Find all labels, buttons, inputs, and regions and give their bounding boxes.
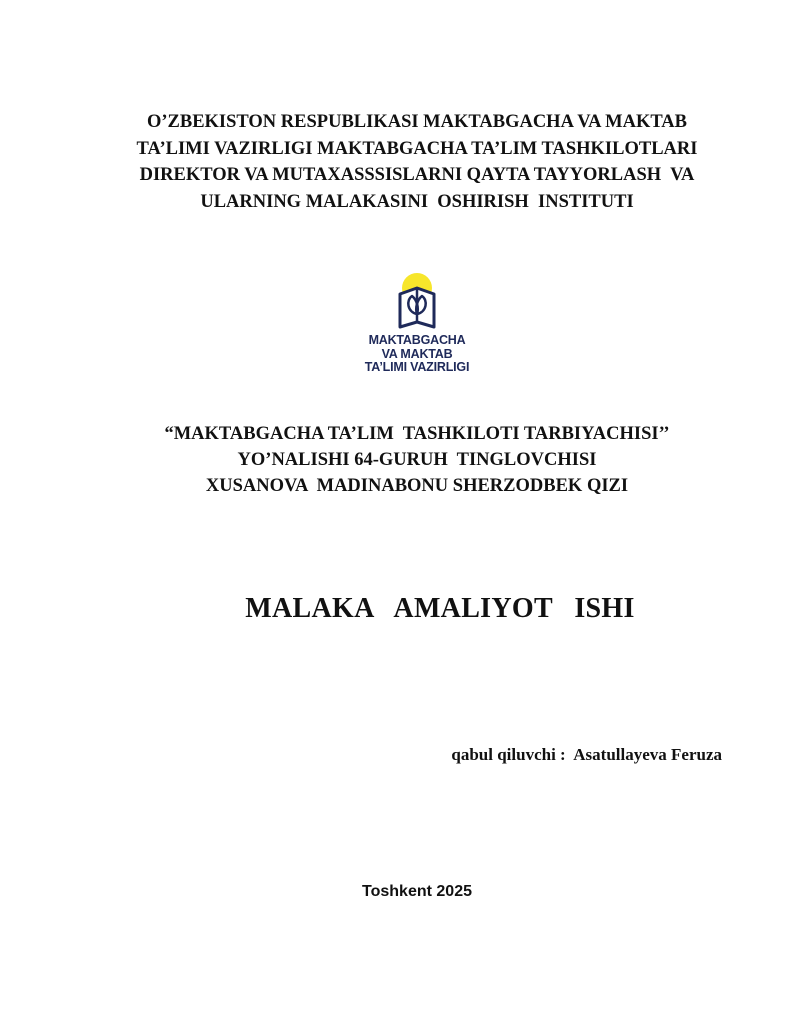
subject-block	[100, 421, 734, 499]
receiver-line: qabul qiluvchi : Asatullayeva Feruza	[451, 745, 722, 764]
institution-line: TA’LIMI VAZIRLIGI MAKTABGACHA TA’LIM TASHKILOTLARI	[136, 138, 698, 159]
ministry-logo	[352, 270, 482, 382]
subject-line: “MAKTABGACHA TA’LIM TASHKILOTI TARBIYACHISI’’	[164, 424, 670, 444]
institution-line: ULARNING MALAKASINI OSHIRISH INSTITUTI	[200, 191, 634, 212]
institution-line: DIREKTOR VA MUTAXASSSISLARNI QAYTA TAYYORLASH VA	[139, 165, 695, 185]
logo-line: TA’LIMI VAZIRLIGI	[364, 360, 470, 374]
subject-line: YO’NALISHI 64-GURUH TINGLOVCHISI	[237, 450, 597, 470]
logo-line: VA MAKTAB	[381, 346, 453, 361]
city-year: Toshkent 2025	[362, 883, 472, 900]
institution-header	[100, 109, 734, 215]
subject-line: XUSANOVA MADINABONU SHERZODBEK QIZI	[205, 476, 629, 496]
institution-line: O’ZBEKISTON RESPUBLIKASI MAKTABGACHA VA MAKTAB	[146, 112, 688, 132]
book-leaf-sun-icon	[395, 272, 439, 330]
logo-line: MAKTABGACHA	[368, 333, 466, 347]
logo-text	[352, 334, 482, 375]
work-title: MALAKA AMALIYOT ISHI	[245, 593, 635, 624]
